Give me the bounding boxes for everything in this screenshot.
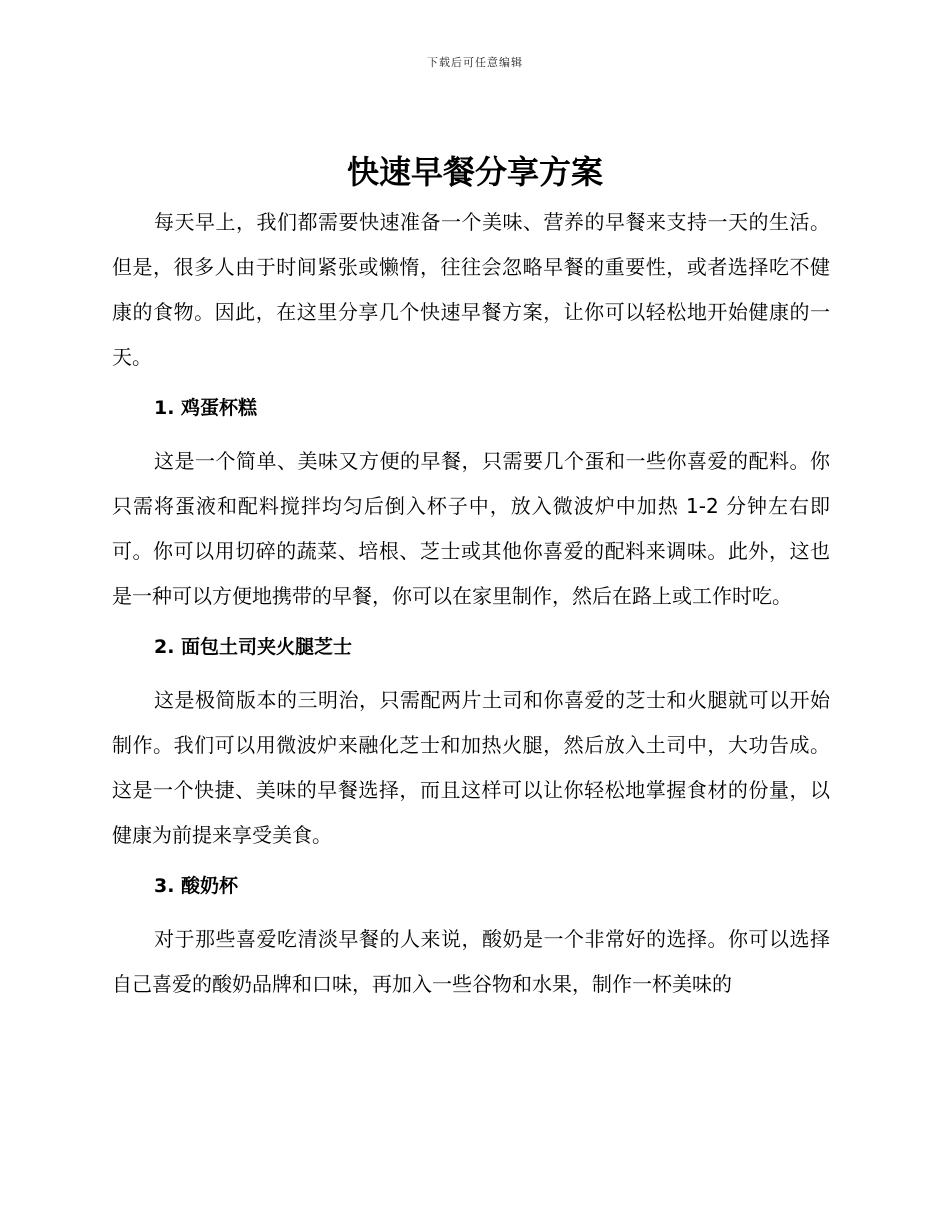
document-title: 快速早餐分享方案 [346,153,603,191]
section-heading-ham-cheese-toast: 2. 面包土司夹火腿芝士 [154,636,353,658]
section-heading-egg-muffin: 1. 鸡蛋杯糕 [154,397,258,419]
section-paragraph-ham-cheese-toast: 这是极简版本的三明治，只需配两片土司和你喜爱的芝士和火腿就可以开始制作。我们可以用微波炉来融化芝士和加热火腿，然后放入土司中，大功告成。这是一个快捷、美味的早餐选择，而且这样可以让你轻松地掌握食材的份量，以健康为前提来享受美食。 [112,688,830,847]
section-heading-yogurt-cup: 3. 酸奶杯 [154,875,239,897]
intro-paragraph: 每天早上，我们都需要快速准备一个美味、营养的早餐来支持一天的生活。但是，很多人由于时间紧张或懒惰，往往会忽略早餐的重要性，或者选择吃不健康的食物。因此，在这里分享几个快速早餐方案，让你可以轻松地开始健康的一天。 [112,210,830,369]
section-paragraph-yogurt-cup: 对于那些喜爱吃清淡早餐的人来说，酸奶是一个非常好的选择。你可以选择自己喜爱的酸奶品牌和口味，再加入一些谷物和水果，制作一杯美味的 [112,927,830,996]
document-body [112,200,830,1007]
section-paragraph-egg-muffin: 这是一个简单、美味又方便的早餐，只需要几个蛋和一些你喜爱的配料。你只需将蛋液和配料搅拌均匀后倒入杯子中，放入微波炉中加热 1-2 分钟左右即可。你可以用切碎的蔬菜、培根、芝士或其他你喜爱的配料来调味。此外，这也是一种可以方便地携带的早餐，你可以在家里制作，然后在路上或工作时吃。 [112,449,830,608]
page-header-note: 下载后可任意编辑 [427,56,523,69]
